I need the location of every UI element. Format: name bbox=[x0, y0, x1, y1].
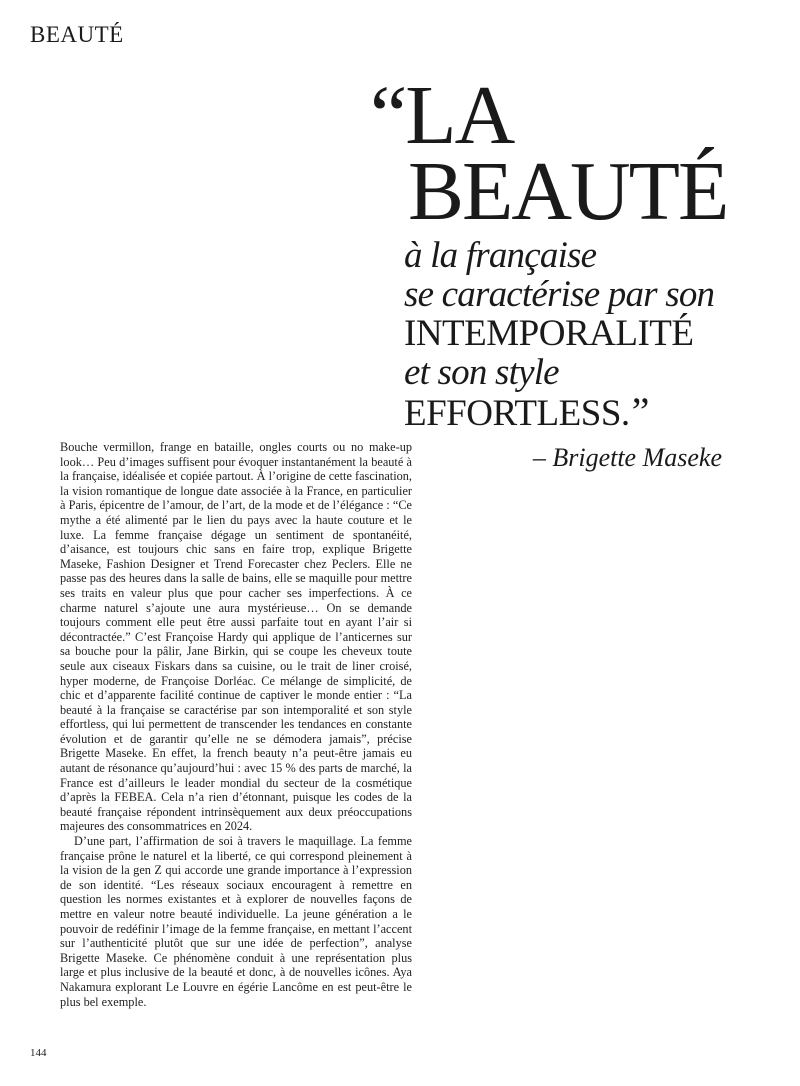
pull-quote-word-effortless: EFFORTLESS. bbox=[404, 393, 630, 434]
article-body bbox=[60, 440, 412, 1009]
pull-quote-attribution: – Brigette Maseke bbox=[532, 443, 722, 472]
article-paragraph-2: D’une part, l’affirmation de soi à travers le maquillage. La femme française prône le naturel et la liberté, ce qui correspond pleinement à la vision de la gen Z qui accorde une grande importance à l’expression de son identité. “Les réseaux sociaux encouragent à remettre en question les normes existantes et à explorer de nouvelles façons de mettre en valeur notre beauté individuelle. La jeune génération a le pouvoir de redéfinir l’image de la femme française, en mettant l’accent sur l’authenticité plutôt que sur une idée de perfection”, analyse Brigette Maseke. Ce phénomène conduit à une représentation plus large et plus inclusive de la beauté et donc, à de nouvelles icônes. Aya Nakamura explorant Le Louvre en égérie Lancôme en est peut-être le plus bel exemple. bbox=[60, 834, 412, 1009]
pull-quote-line-la bbox=[370, 69, 770, 162]
pull-quote-line-3: à la française bbox=[404, 235, 597, 276]
article-paragraph-1: Bouche vermillon, frange en bataille, ongles courts ou no make-up look… Peu d’images suffisent pour évoquer instantanément la beauté à la française, idéalisée et copiée partout. À l’origine de cette fascination, la vision romantique de longue date associée à la France, en particulier à Paris, épicentre de l’amour, de l’art, de la mode et de l’élégance : “Ce mythe a été alimenté par le lien du pays avec la haute couture et le luxe. La femme française dégage un sentiment de spontanéité, d’aisance, est toujours chic sans en faire trop, explique Brigette Maseke, Fashion Designer et Trend Forecaster chez Peclers. Elle ne passe pas des heures dans la salle de bains, elle se maquille pour mettre ses traits en valeur plus que pour cacher ses imperfections. À ce charme naturel s’ajoute une aura mystérieuse… On se demande toujours comment elle peut être aussi parfaite tout en ayant l’air si décontractée.” C’est Françoise Hardy qui applique de l’anticernes sur sa bouche pour la pâlir, Jane Birkin, qui se coupe les cheveux toute seule aux ciseaux Fiskars dans sa cuisine, ou le trait de liner croisé, hyper moderne, de Françoise Dorléac. Ce mélange de simplicité, de chic et d’apparente facilité continue de captiver le monde entier : “La beauté à la française se caractérise par son intemporalité et son style effortless, qui lui permettent de transcender les tendances en constante évolution et de garantir qu’elle ne se démodera jamais”, précise Brigette Maseke. En effet, la french beauty n’a peut-être jamais eu autant de résonance qu’aujourd’hui : avec 15 % des parts de marché, la France est d’ailleurs le leader mondial du secteur de la cosmétique d’après la FEBEA. Cela n’a rien d’étonnant, puisque les codes de la beauté française répondent intrinsèquement aux deux préoccupations majeures des consommatrices en 2024. bbox=[60, 440, 413, 834]
pull-quote-line-5: INTEMPORALITÉ bbox=[404, 313, 694, 354]
pull-quote-line-7 bbox=[404, 389, 770, 434]
page-number: 144 bbox=[30, 1047, 47, 1059]
pull-quote bbox=[370, 69, 770, 473]
section-header: BEAUTÉ bbox=[30, 22, 124, 47]
pull-quote-word-beaute: BEAUTÉ bbox=[408, 145, 728, 238]
pull-quote-line-6: et son style bbox=[404, 352, 559, 393]
open-quote-mark: “ bbox=[370, 69, 406, 162]
close-quote-mark: ” bbox=[631, 389, 649, 434]
pull-quote-line-4: se caractérise par son bbox=[404, 274, 715, 315]
pull-quote-word-la: LA bbox=[405, 69, 514, 162]
